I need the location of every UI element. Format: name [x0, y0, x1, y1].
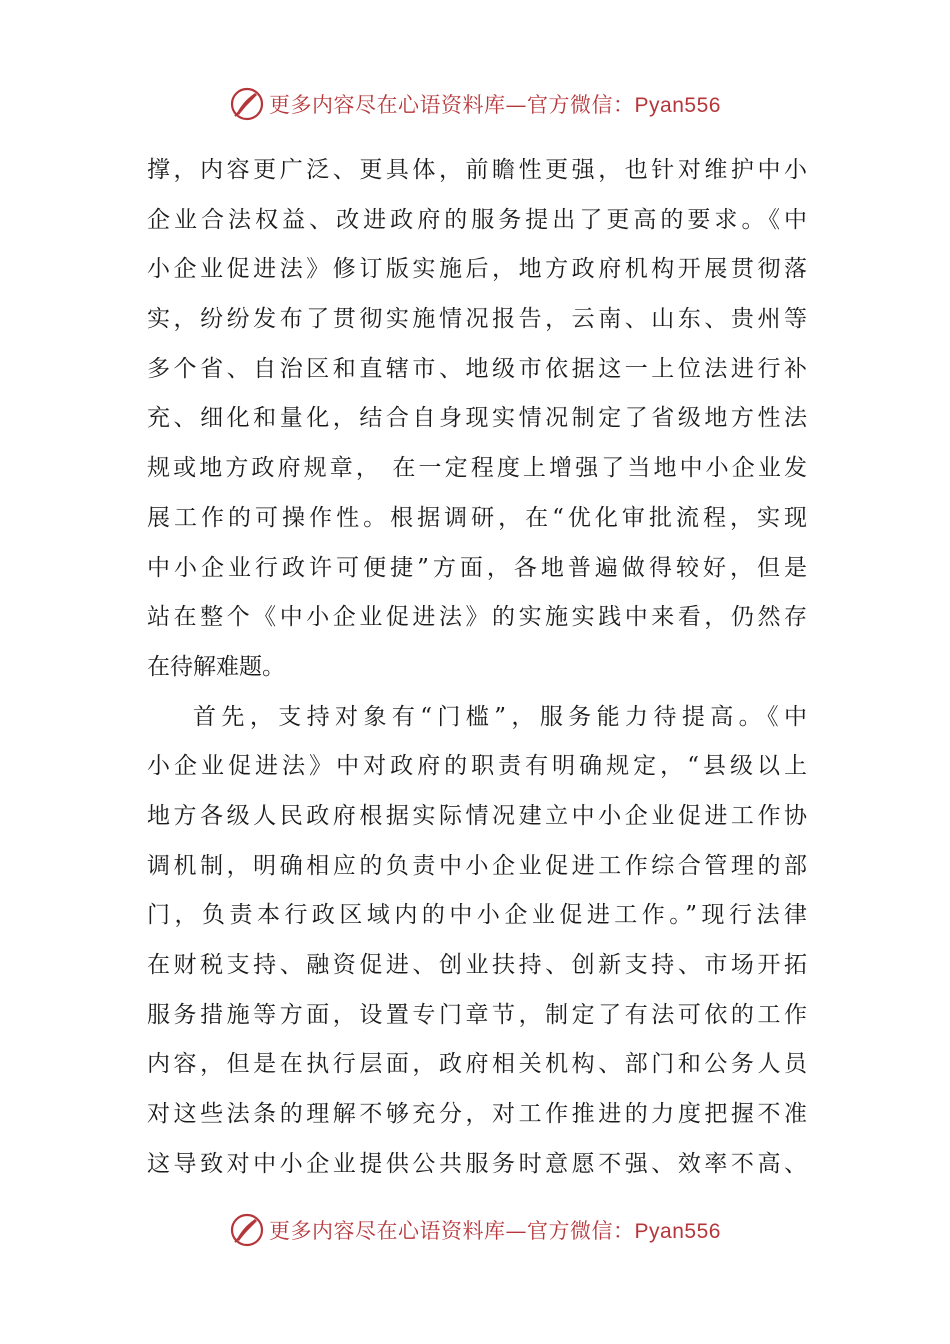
- text-line: 中小企业行政许可便捷”方面，各地普遍做得较好，但是: [147, 554, 807, 581]
- text-line: 首先，支持对象有“门槛”，服务能力待提高。《中: [193, 703, 807, 730]
- pen-logo-icon: [229, 1212, 265, 1248]
- text-line: 充、细化和量化，结合自身现实情况制定了省级地方性法: [147, 405, 807, 432]
- text-line: 在财税支持、融资促进、创业扶持、创新支持、市场开拓: [147, 952, 807, 978]
- text-line: 实，纷纷发布了贯彻实施情况报告，云南、山东、贵州等: [147, 306, 807, 333]
- text-line: 内容，但是在执行层面，政府相关机构、部门和公务人员: [147, 1051, 807, 1078]
- text-line: 这导致对中小企业提供公共服务时意愿不强、效率不高、: [147, 1150, 807, 1177]
- text-line: 小企业促进法》中对政府的职责有明确规定，“县级以上: [147, 753, 807, 780]
- header-watermark-banner: [0, 84, 950, 124]
- text-line: 在待解难题。: [147, 653, 285, 680]
- text-line: 站在整个《中小企业促进法》的实施实践中来看，仍然存: [147, 604, 807, 631]
- text-line: 调机制，明确相应的负责中小企业促进工作综合管理的部: [147, 852, 807, 879]
- footer-watermark-text: 更多内容尽在心语资料库—官方微信：Pyan556: [269, 1219, 721, 1243]
- text-line: 规或地方政府规章， 在一定程度上增强了当地中小企业发: [147, 455, 807, 482]
- footer-watermark-banner: [0, 1210, 950, 1250]
- paragraph: [147, 693, 807, 1190]
- text-line: 撑，内容更广泛、更具体，前瞻性更强，也针对维护中小: [147, 157, 807, 183]
- text-line: 多个省、自治区和直辖市、地级市依据这一上位法进行补: [147, 355, 807, 382]
- pen-logo-icon: [229, 86, 265, 122]
- text-line: 企业合法权益、改进政府的服务提出了更高的要求。《中: [147, 206, 807, 233]
- text-line: 服务措施等方面，设置专门章节，制定了有法可依的工作: [147, 1001, 807, 1028]
- text-line: 门，负责本行政区域内的中小企业促进工作。”现行法律: [147, 902, 807, 929]
- text-line: 展工作的可操作性。根据调研，在“优化审批流程，实现: [147, 504, 807, 531]
- text-line: 对这些法条的理解不够充分，对工作推进的力度把握不准: [147, 1101, 807, 1128]
- header-watermark-text: 更多内容尽在心语资料库—官方微信：Pyan556: [269, 93, 721, 117]
- text-line: 地方各级人民政府根据实际情况建立中小企业促进工作协: [147, 802, 807, 829]
- document-body: [147, 146, 807, 1189]
- paragraph: [147, 146, 807, 693]
- text-line: 小企业促进法》修订版实施后，地方政府机构开展贯彻落: [147, 256, 807, 283]
